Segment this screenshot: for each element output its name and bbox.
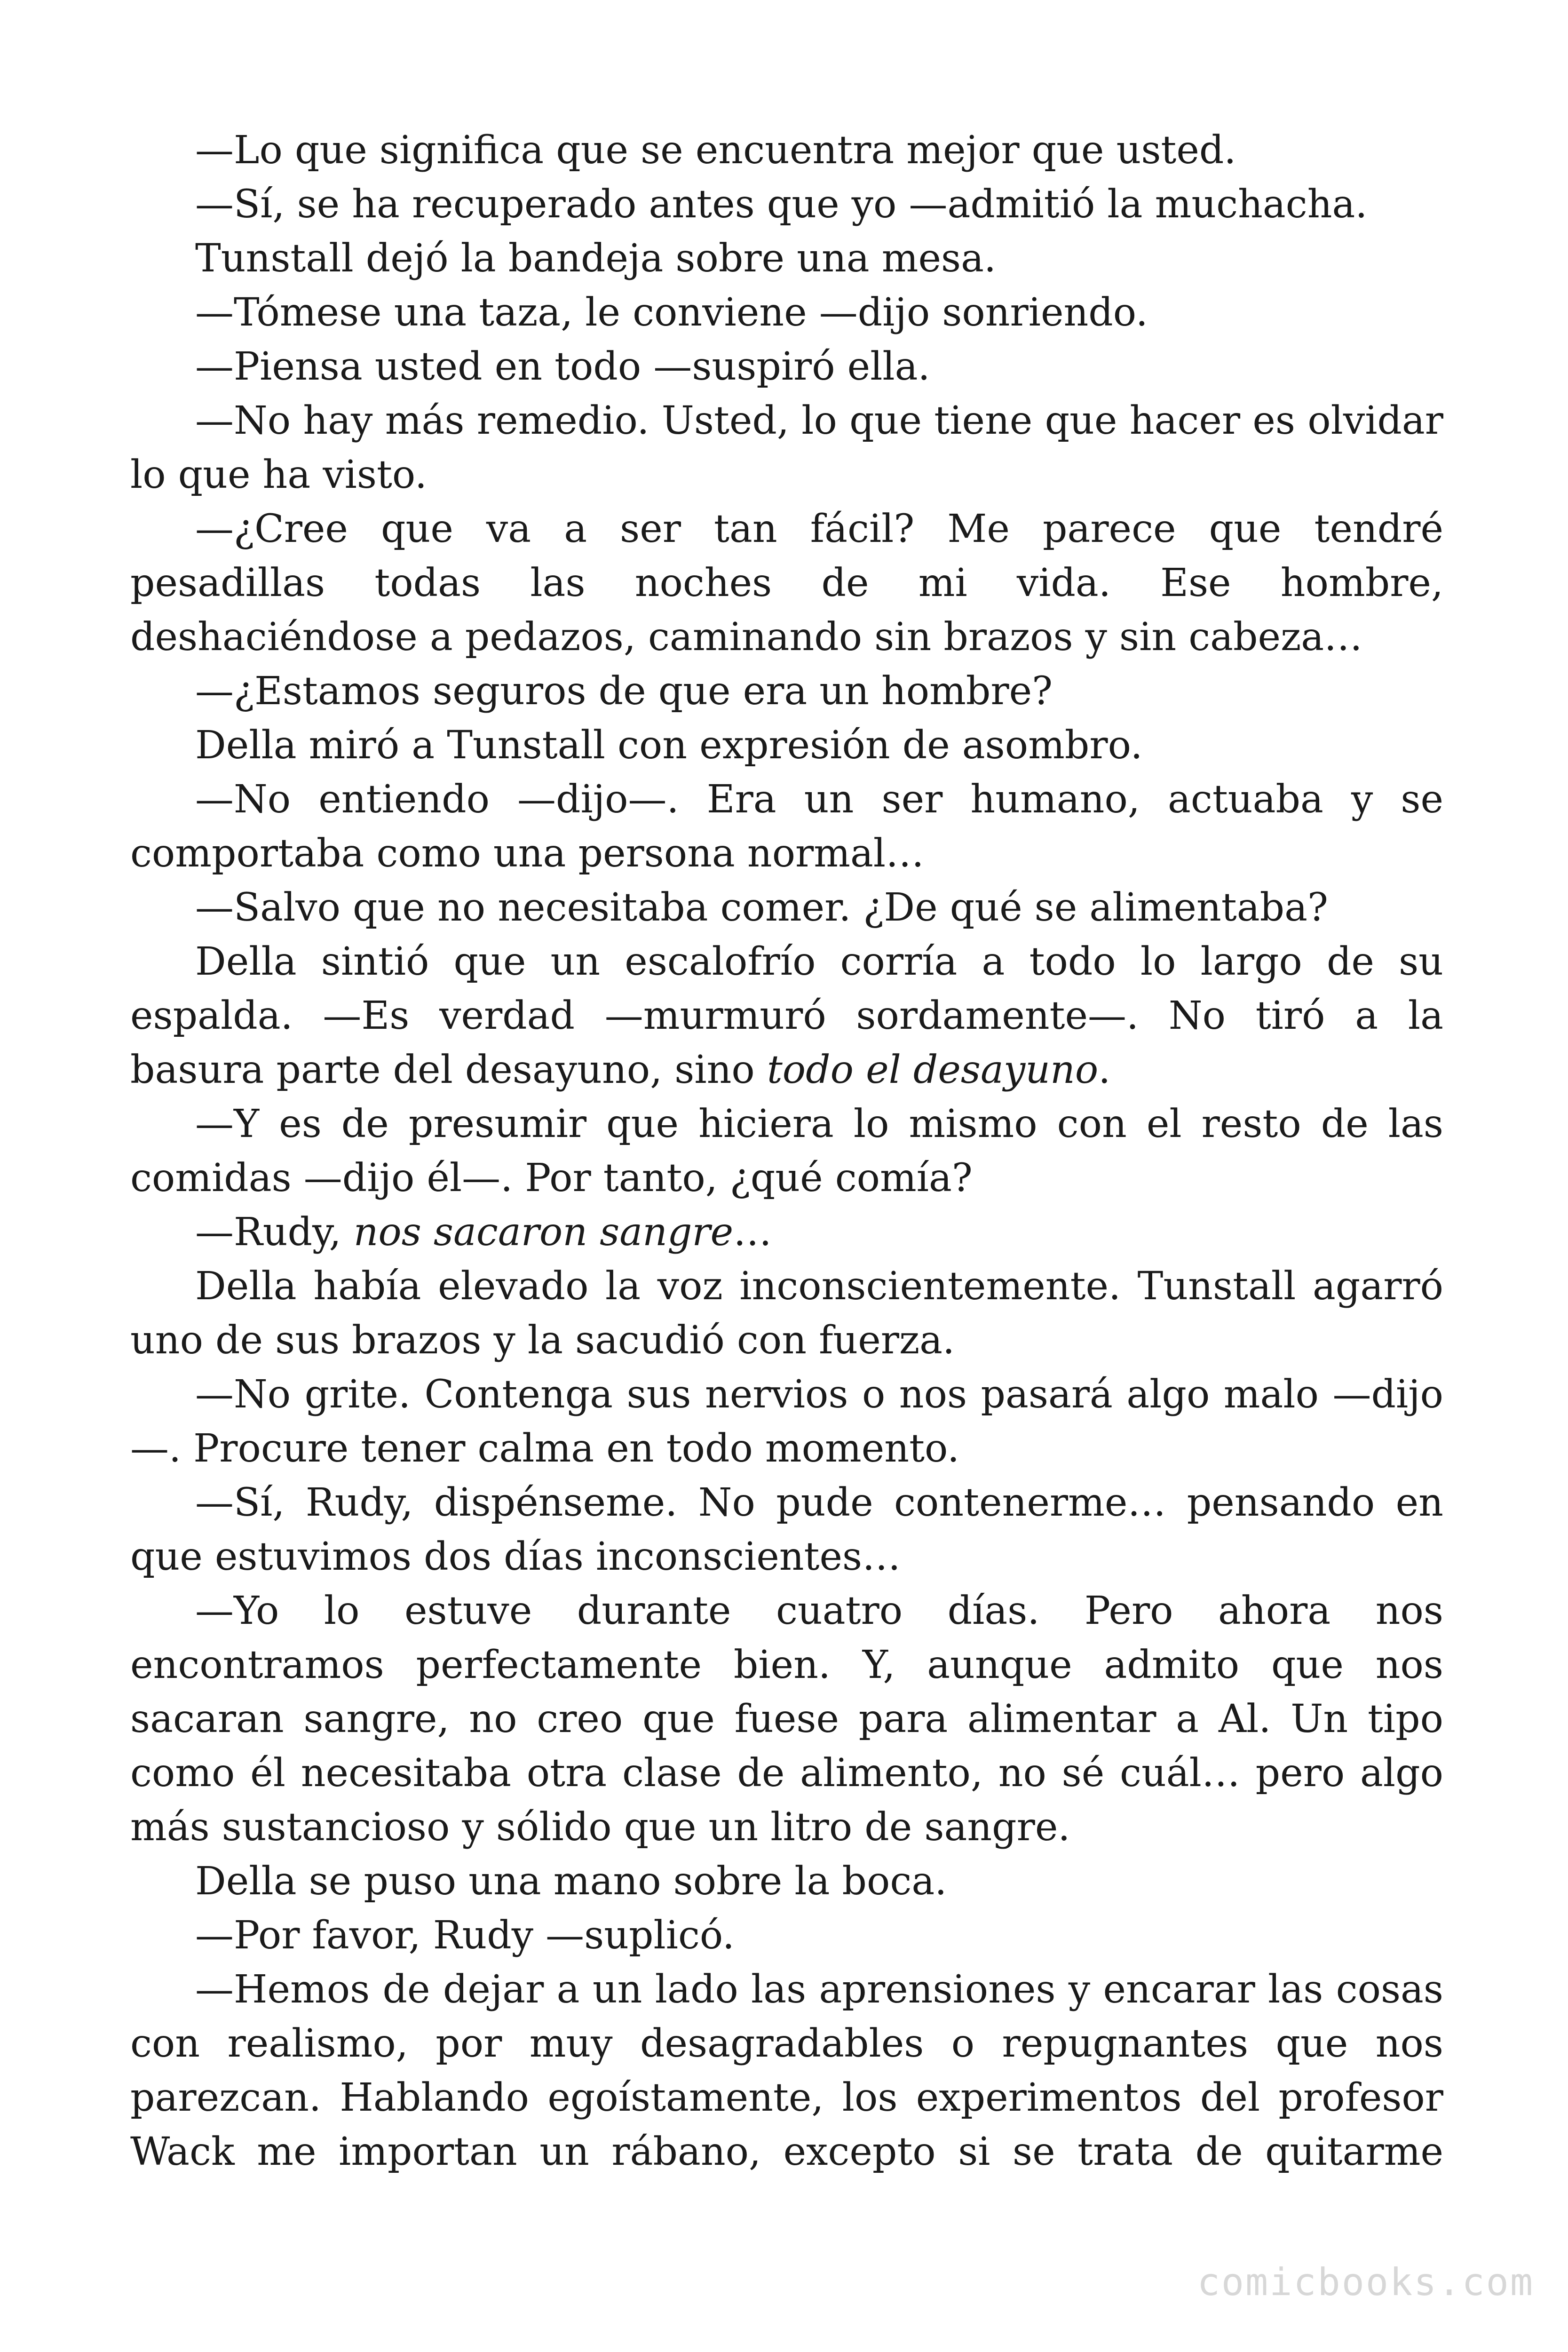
paragraph bbox=[130, 177, 1443, 231]
body-text bbox=[130, 123, 1443, 2179]
text-run: —Salvo que no necesitaba comer. ¿De qué se alimentaba? bbox=[195, 885, 1328, 930]
paragraph bbox=[130, 394, 1443, 502]
text-run: Della miró a Tunstall con expresión de asombro. bbox=[195, 723, 1143, 768]
paragraph bbox=[130, 1963, 1443, 2179]
paragraph bbox=[130, 502, 1443, 664]
paragraph bbox=[130, 718, 1443, 772]
text-run: —Sí, Rudy, dispénseme. No pude contenerme… pensando en que estuvimos dos días inconscientes… bbox=[130, 1480, 1443, 1579]
paragraph bbox=[130, 664, 1443, 718]
text-run: —¿Estamos seguros de que era un hombre? bbox=[195, 669, 1053, 714]
text-run: —¿Cree que va a ser tan fácil? Me parece que tendré pesadillas todas las noches de mi vida. Ese hombre, deshaciéndose a pedazos, caminando sin brazos y sin cabeza… bbox=[130, 507, 1443, 660]
text-run: —Rudy, bbox=[195, 1210, 354, 1255]
paragraph bbox=[130, 1367, 1443, 1476]
text-run: —Y es de presumir que hiciera lo mismo con el resto de las comidas —dijo él—. Por tanto, ¿qué comía? bbox=[130, 1102, 1443, 1200]
text-run: —Hemos de dejar a un lado las aprensiones y encarar las cosas con realismo, por muy desagradables o repugnantes que nos parezcan. Hablando egoístamente, los experimentos del profesor Wack me importan un rábano, excepto si se trata de quitarme bbox=[130, 1967, 1443, 2174]
text-run: —Yo lo estuve durante cuatro días. Pero ahora nos encontramos perfectamente bien. Y, aunque admito que nos sacaran sangre, no creo que fuese para alimentar a Al. Un tipo como él necesitaba otra clase de alimento, no sé cuál… pero algo más sustancioso y sólido que un litro de sangre. bbox=[130, 1589, 1443, 1850]
text-run: … bbox=[733, 1210, 772, 1255]
site-watermark: comicbooks.com bbox=[1197, 2260, 1534, 2304]
text-run: —Tómese una taza, le conviene —dijo sonriendo. bbox=[195, 290, 1148, 335]
paragraph bbox=[130, 231, 1443, 286]
paragraph bbox=[130, 123, 1443, 177]
paragraph bbox=[130, 1854, 1443, 1908]
text-run: —No hay más remedio. Usted, lo que tiene que hacer es olvidar lo que ha visto. bbox=[130, 398, 1443, 497]
paragraph bbox=[130, 286, 1443, 340]
text-run: Della sintió que un escalofrío corría a todo lo largo de su espalda. —Es verdad —murmuró sordamente—. No tiró a la basura parte del desayuno, sino bbox=[130, 939, 1443, 1092]
paragraph bbox=[130, 772, 1443, 881]
text-run: —Lo que significa que se encuentra mejor que usted. bbox=[195, 128, 1236, 173]
paragraph bbox=[130, 1097, 1443, 1205]
italic-run: todo el desayuno bbox=[767, 1048, 1099, 1092]
text-run: —Por favor, Rudy —suplicó. bbox=[195, 1913, 735, 1958]
text-run: Tunstall dejó la bandeja sobre una mesa. bbox=[195, 236, 997, 281]
italic-run: nos sacaron sangre bbox=[353, 1210, 734, 1255]
paragraph bbox=[130, 881, 1443, 935]
paragraph bbox=[130, 1205, 1443, 1259]
paragraph bbox=[130, 340, 1443, 394]
text-run: —No entiendo —dijo—. Era un ser humano, actuaba y se comportaba como una persona normal… bbox=[130, 777, 1443, 876]
text-run: —No grite. Contenga sus nervios o nos pasará algo malo —dijo —. Procure tener calma en todo momento. bbox=[130, 1372, 1443, 1471]
paragraph bbox=[130, 1584, 1443, 1854]
paragraph bbox=[130, 1259, 1443, 1367]
text-run: . bbox=[1098, 1048, 1111, 1092]
text-run: Della había elevado la voz inconscientemente. Tunstall agarró uno de sus brazos y la sacudió con fuerza. bbox=[130, 1264, 1443, 1363]
text-run: Della se puso una mano sobre la boca. bbox=[195, 1859, 947, 1904]
text-run: —Sí, se ha recuperado antes que yo —admitió la muchacha. bbox=[195, 182, 1368, 227]
paragraph bbox=[130, 935, 1443, 1097]
text-run: —Piensa usted en todo —suspiró ella. bbox=[195, 344, 930, 389]
paragraph bbox=[130, 1476, 1443, 1584]
paragraph bbox=[130, 1908, 1443, 1963]
